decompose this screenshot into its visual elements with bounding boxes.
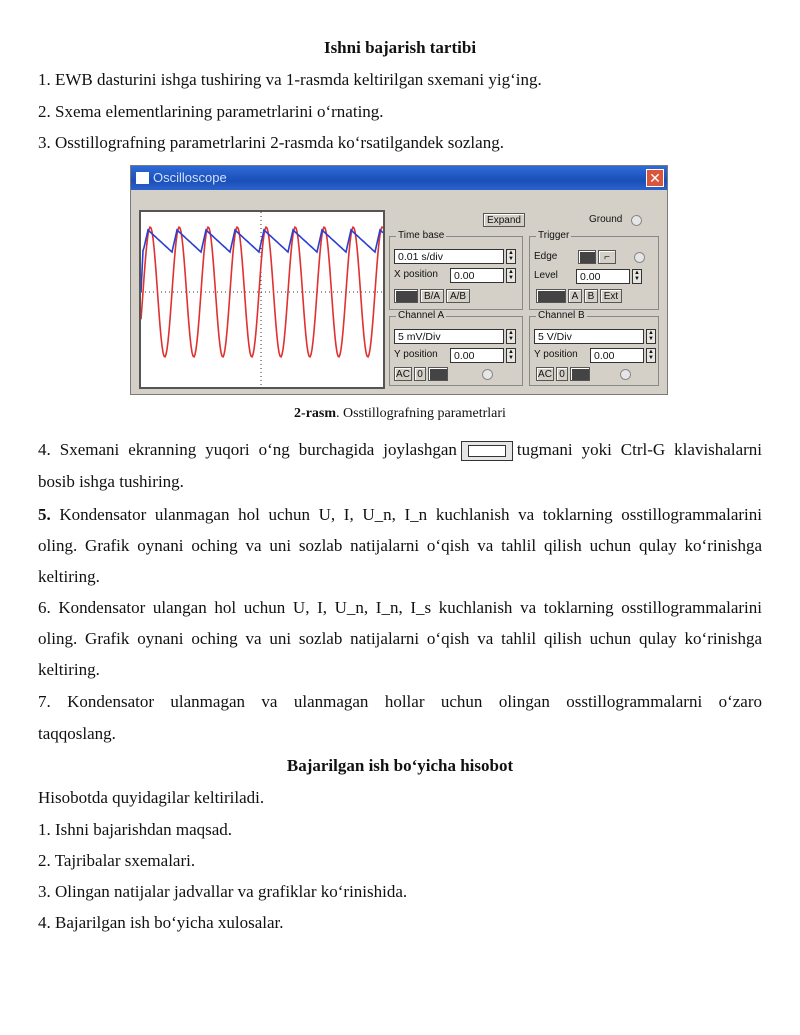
step-7-line-2: taqqoslang. bbox=[38, 724, 116, 743]
time-base-group bbox=[389, 230, 523, 310]
step-6-line-1: 6. Kondensator ulangan hol uchun U, I, U_n, I_n, I_s kuchlanish va toklarning osstillogrammalarini bbox=[38, 598, 762, 617]
channel-a-dc-button[interactable] bbox=[428, 367, 448, 381]
report-item: 1. Ishni bajarishdan maqsad. bbox=[38, 820, 233, 839]
level-field[interactable]: 0.00 bbox=[576, 269, 630, 284]
caption-number: 2-rasm bbox=[294, 406, 337, 421]
channel-b-label: Channel B bbox=[538, 310, 585, 321]
ab-mode-button[interactable]: A/B bbox=[446, 289, 470, 303]
channel-a-scale-field[interactable]: 5 mV/Div bbox=[394, 329, 504, 344]
channel-a-scale-spinner[interactable]: ▲ ▼ bbox=[506, 329, 516, 344]
step-2: 2. Sxema elementlarining parametrlarini o‘rnating. bbox=[38, 102, 384, 121]
oscilloscope-screen bbox=[139, 210, 385, 389]
x-position-label: X position bbox=[394, 269, 438, 280]
step-4-text-b: tugmani yoki Ctrl-G klavishalarni bbox=[516, 440, 762, 459]
step-5-line-2: oling. Grafik oynani oching va uni sozlab natijalarni o‘qish va tahlil qilish uchun qulay ko‘rinishga bbox=[38, 536, 762, 555]
expand-button[interactable]: Expand bbox=[483, 213, 525, 227]
channel-b-y-position-label: Y position bbox=[534, 349, 578, 360]
channel-b-zero-button[interactable]: 0 bbox=[556, 367, 568, 381]
channel-a-terminal[interactable] bbox=[482, 369, 493, 380]
channel-a-group bbox=[389, 310, 523, 386]
trigger-b-button[interactable]: B bbox=[584, 289, 598, 303]
step-5-number: 5. bbox=[38, 505, 51, 524]
channel-a-y-position-label: Y position bbox=[394, 349, 438, 360]
step-4-text-a: 4. Sxemani ekranning yuqori o‘ng burchagida joylashgan bbox=[38, 440, 457, 459]
window-icon bbox=[136, 172, 149, 184]
time-base-spinner[interactable]: ▲ ▼ bbox=[506, 249, 516, 264]
channel-b-group bbox=[529, 310, 659, 386]
channel-b-dc-button[interactable] bbox=[570, 367, 590, 381]
oscilloscope-title: Oscilloscope bbox=[153, 170, 227, 185]
waveform-display bbox=[141, 212, 383, 387]
auto-trigger-button[interactable] bbox=[536, 289, 566, 303]
trigger-group bbox=[529, 230, 659, 310]
ya-mode-button[interactable] bbox=[394, 289, 418, 303]
time-base-label: Time base bbox=[398, 230, 445, 241]
level-spinner[interactable]: ▲ ▼ bbox=[632, 269, 642, 284]
step-1: 1. EWB dasturini ishga tushiring va 1-rasmda keltirilgan sxemani yig‘ing. bbox=[38, 70, 542, 89]
channel-b-scale-spinner[interactable]: ▲ ▼ bbox=[646, 329, 656, 344]
x-position-field[interactable]: 0.00 bbox=[450, 268, 504, 283]
figure-caption bbox=[0, 406, 800, 422]
report-item: 3. Olingan natijalar jadvallar va grafiklar ko‘rinishida. bbox=[38, 882, 408, 901]
channel-a-label: Channel A bbox=[398, 310, 445, 321]
channel-b-terminal[interactable] bbox=[620, 369, 631, 380]
step-5-line-1 bbox=[38, 505, 762, 525]
edge-label: Edge bbox=[534, 251, 558, 262]
step-5-text: Kondensator ulanmagan hol uchun U, I, U_n, I_n kuchlanish va toklarning osstillogrammalarini bbox=[50, 505, 762, 524]
rising-edge-button[interactable] bbox=[578, 250, 596, 264]
trigger-ext-button[interactable]: Ext bbox=[600, 289, 622, 303]
oscilloscope-titlebar bbox=[131, 166, 667, 190]
trigger-label: Trigger bbox=[538, 230, 570, 241]
falling-edge-button[interactable]: ⌐ bbox=[598, 250, 616, 264]
run-switch-icon bbox=[461, 441, 513, 461]
oscilloscope-window bbox=[130, 165, 668, 395]
trigger-terminal[interactable] bbox=[634, 252, 645, 263]
level-label: Level bbox=[534, 270, 558, 281]
report-heading: Bajarilgan ish bo‘yicha hisobot bbox=[286, 756, 514, 775]
channel-b-scale-field[interactable]: 5 V/Div bbox=[534, 329, 644, 344]
ba-mode-button[interactable]: B/A bbox=[420, 289, 444, 303]
section-heading: Ishni bajarish tartibi bbox=[323, 38, 477, 57]
step-4-line-1 bbox=[38, 440, 762, 461]
report-intro: Hisobotda quyidagilar keltiriladi. bbox=[38, 788, 265, 807]
trigger-a-button[interactable]: A bbox=[568, 289, 582, 303]
channel-a-y-position-spinner[interactable]: ▲ ▼ bbox=[506, 348, 516, 363]
channel-b-y-position-field[interactable]: 0.00 bbox=[590, 348, 644, 363]
close-button[interactable]: ✕ bbox=[646, 169, 664, 187]
channel-a-y-position-field[interactable]: 0.00 bbox=[450, 348, 504, 363]
ground-label: Ground bbox=[589, 214, 623, 225]
x-position-spinner[interactable]: ▲ ▼ bbox=[506, 268, 516, 283]
step-4-line-2: bosib ishga tushiring. bbox=[38, 472, 184, 491]
channel-b-ac-button[interactable]: AC bbox=[536, 367, 554, 381]
channel-b-y-position-spinner[interactable]: ▲ ▼ bbox=[646, 348, 656, 363]
channel-a-ac-button[interactable]: AC bbox=[394, 367, 412, 381]
ground-terminal[interactable] bbox=[631, 215, 642, 226]
report-item: 4. Bajarilgan ish bo‘yicha xulosalar. bbox=[38, 913, 284, 932]
caption-text: . Osstillografning parametrlari bbox=[336, 406, 506, 421]
report-item: 2. Tajribalar sxemalari. bbox=[38, 851, 196, 870]
step-5-line-3: keltiring. bbox=[38, 567, 100, 586]
time-base-field[interactable]: 0.01 s/div bbox=[394, 249, 504, 264]
step-3: 3. Osstillografning parametrlarini 2-rasmda ko‘rsatilgandek sozlang. bbox=[38, 133, 504, 152]
channel-a-zero-button[interactable]: 0 bbox=[414, 367, 426, 381]
step-6-line-3: keltiring. bbox=[38, 660, 100, 679]
step-7-line-1: 7. Kondensator ulanmagan va ulanmagan hollar uchun olingan osstillogrammalarni o‘zaro bbox=[38, 692, 762, 711]
step-6-line-2: oling. Grafik oynani oching va uni sozlab natijalarni o‘qish va tahlil qilish uchun qulay ko‘rinishga bbox=[38, 629, 762, 648]
